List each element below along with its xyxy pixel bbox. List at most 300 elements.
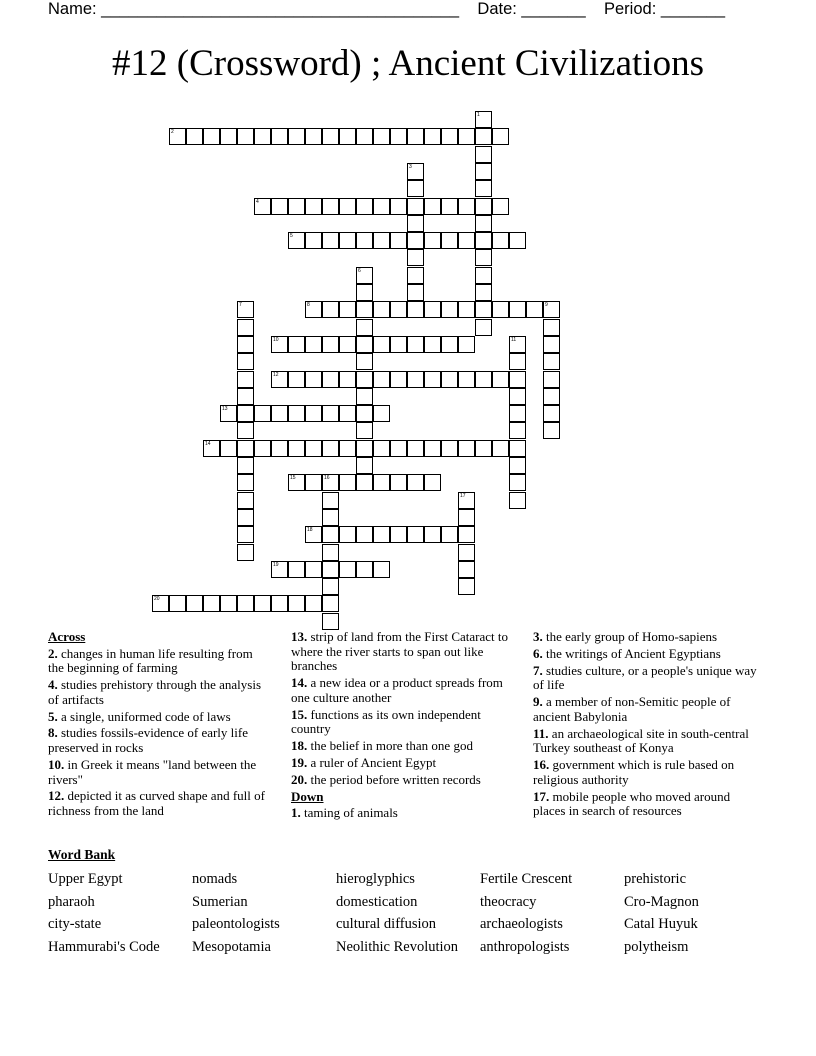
word-bank-column [48, 868, 160, 959]
clue-text: the early group of Homo-sapiens [542, 629, 718, 644]
crossword-cell[interactable] [288, 561, 305, 578]
crossword-cell[interactable] [509, 371, 526, 388]
crossword-cell[interactable] [322, 544, 339, 561]
crossword-cell[interactable] [458, 336, 475, 353]
crossword-cell[interactable] [237, 422, 254, 439]
crossword-cell[interactable] [475, 215, 492, 232]
crossword-cell[interactable] [407, 163, 424, 180]
clue-text: a ruler of Ancient Egypt [307, 754, 437, 770]
crossword-cell[interactable] [441, 371, 458, 388]
crossword-cell[interactable] [458, 561, 475, 578]
crossword-cell[interactable] [339, 198, 356, 215]
crossword-cell[interactable] [288, 371, 305, 388]
clue-number: 20. [291, 771, 308, 787]
cell-number: 9 [545, 302, 548, 309]
clue-item [533, 664, 758, 693]
clue-number: 10. [48, 756, 65, 772]
crossword-cell[interactable] [407, 371, 424, 388]
crossword-cell[interactable] [526, 301, 543, 318]
crossword-cell[interactable] [509, 474, 526, 491]
clue-text: studies culture, or a people's unique way of life [533, 662, 757, 693]
crossword-cell[interactable] [339, 232, 356, 249]
crossword-cell[interactable] [254, 198, 271, 215]
crossword-cell[interactable] [475, 371, 492, 388]
clue-item [291, 806, 516, 821]
crossword-cell[interactable] [373, 474, 390, 491]
crossword-cell[interactable] [441, 198, 458, 215]
crossword-cell[interactable] [237, 319, 254, 336]
crossword-cell[interactable] [407, 180, 424, 197]
word-bank-column [336, 868, 458, 959]
clue-item [291, 630, 516, 674]
clue-number: 6. [533, 645, 543, 661]
crossword-cell[interactable] [458, 128, 475, 145]
crossword-cell[interactable] [407, 474, 424, 491]
crossword-cell[interactable] [407, 284, 424, 301]
cell-number: 4 [256, 198, 259, 205]
clue-column-2 [291, 630, 516, 823]
word-bank-word: nomads [192, 871, 238, 887]
crossword-cell[interactable] [237, 492, 254, 509]
crossword-cell[interactable] [407, 249, 424, 266]
crossword-cell[interactable] [373, 301, 390, 318]
cell-number: 5 [290, 233, 293, 240]
crossword-cell[interactable] [288, 595, 305, 612]
clue-item [48, 758, 270, 787]
crossword-cell[interactable] [356, 319, 373, 336]
crossword-cell[interactable] [237, 336, 254, 353]
crossword-cell[interactable] [356, 267, 373, 284]
crossword-cell[interactable] [305, 474, 322, 491]
crossword-cell[interactable] [475, 128, 492, 145]
crossword-cell[interactable] [458, 526, 475, 543]
crossword-cell[interactable] [509, 301, 526, 318]
crossword-cell[interactable] [203, 440, 220, 457]
crossword-cell[interactable] [203, 128, 220, 145]
crossword-cell[interactable] [339, 440, 356, 457]
cell-number: 1 [477, 112, 480, 118]
word-bank-word: Cro-Magnon [624, 893, 699, 910]
crossword-cell[interactable] [373, 336, 390, 353]
cell-number: 7 [239, 302, 242, 309]
crossword-cell[interactable] [458, 232, 475, 249]
clue-item [48, 789, 270, 818]
crossword-cell[interactable] [407, 215, 424, 232]
crossword-cell[interactable] [492, 440, 509, 457]
crossword-cell[interactable] [339, 405, 356, 422]
crossword-cell[interactable] [271, 128, 288, 145]
crossword-cell[interactable] [475, 440, 492, 457]
word-bank-word: theocracy [480, 893, 537, 910]
clue-item [291, 739, 516, 754]
crossword-cell[interactable] [441, 440, 458, 457]
word-bank-word: prehistoric [624, 871, 687, 887]
crossword-cell[interactable] [356, 561, 373, 578]
crossword-cell[interactable] [390, 371, 407, 388]
clue-text: changes in human life resulting from the beginning of farming [48, 645, 253, 676]
crossword-cell[interactable] [424, 336, 441, 353]
clue-item [291, 756, 516, 771]
crossword-cell[interactable] [356, 284, 373, 301]
clue-number: 17. [533, 788, 550, 804]
crossword-cell[interactable] [322, 492, 339, 509]
crossword-cell[interactable] [322, 371, 339, 388]
crossword-cell[interactable] [322, 198, 339, 215]
word-bank-word: Catal Huyuk [624, 916, 698, 933]
clue-number: 9. [533, 694, 543, 710]
crossword-cell[interactable] [322, 336, 339, 353]
crossword-cell[interactable] [339, 526, 356, 543]
crossword-cell[interactable] [169, 595, 186, 612]
crossword-cell[interactable] [458, 301, 475, 318]
crossword-cell[interactable] [390, 232, 407, 249]
clue-number: 13. [291, 629, 308, 644]
crossword-cell[interactable] [543, 371, 560, 388]
cell-number: 10 [273, 336, 279, 343]
crossword-cell[interactable] [305, 526, 322, 543]
crossword-cell[interactable] [322, 561, 339, 578]
crossword-cell[interactable] [458, 198, 475, 215]
crossword-cell[interactable] [543, 405, 560, 422]
crossword-cell[interactable] [339, 336, 356, 353]
word-bank-word: Mesopotamia [192, 939, 271, 956]
clue-text: government which is rule based on religious authority [533, 757, 735, 787]
across-heading: Across [48, 629, 86, 644]
crossword-cell[interactable] [288, 336, 305, 353]
crossword-cell[interactable] [390, 198, 407, 215]
crossword-cell[interactable] [509, 440, 526, 457]
cell-number: 17 [460, 492, 466, 499]
crossword-cell[interactable] [458, 492, 475, 509]
crossword-cell[interactable] [356, 353, 373, 370]
crossword-cell[interactable] [373, 526, 390, 543]
crossword-cell[interactable] [356, 232, 373, 249]
word-bank-word: domestication [336, 893, 418, 910]
crossword-cell[interactable] [322, 440, 339, 457]
cell-number: 13 [222, 406, 228, 413]
crossword-cell[interactable] [356, 388, 373, 405]
crossword-cell[interactable] [356, 128, 373, 145]
crossword-cell[interactable] [339, 128, 356, 145]
crossword-cell[interactable] [441, 526, 458, 543]
crossword-cell[interactable] [322, 232, 339, 249]
crossword-cell[interactable] [271, 198, 288, 215]
crossword-cell[interactable] [220, 128, 237, 145]
crossword-cell[interactable] [475, 163, 492, 180]
word-bank-column [192, 868, 280, 959]
clue-number: 16. [533, 757, 550, 773]
crossword-cell[interactable] [254, 405, 271, 422]
clue-text: in Greek it means "land between the rivers" [48, 756, 257, 787]
crossword-cell[interactable] [288, 128, 305, 145]
crossword-cell[interactable] [322, 509, 339, 526]
crossword-cell[interactable] [407, 198, 424, 215]
crossword-cell[interactable] [475, 111, 492, 128]
crossword-cell[interactable] [390, 526, 407, 543]
word-bank-word: city-state [48, 916, 102, 933]
crossword-cell[interactable] [322, 405, 339, 422]
crossword-cell[interactable] [543, 422, 560, 439]
crossword-cell[interactable] [305, 232, 322, 249]
crossword-cell[interactable] [152, 595, 169, 612]
crossword-cell[interactable] [407, 440, 424, 457]
crossword-cell[interactable] [475, 146, 492, 163]
cell-number: 14 [205, 440, 211, 447]
clue-number: 14. [291, 675, 308, 691]
cell-number: 19 [273, 561, 279, 568]
crossword-cell[interactable] [509, 422, 526, 439]
crossword-cell[interactable] [373, 232, 390, 249]
crossword-cell[interactable] [339, 474, 356, 491]
crossword-cell[interactable] [356, 526, 373, 543]
clue-item [291, 708, 516, 737]
crossword-cell[interactable] [288, 232, 305, 249]
crossword-cell[interactable] [441, 232, 458, 249]
crossword-cell[interactable] [390, 336, 407, 353]
crossword-cell[interactable] [305, 128, 322, 145]
crossword-cell[interactable] [458, 509, 475, 526]
clue-text: an archaeological site in south-central Turkey southeast of Konya [533, 725, 749, 756]
clue-text: depicted it as curved shape and full of richness from the land [48, 788, 265, 819]
crossword-cell[interactable] [441, 301, 458, 318]
crossword-cell[interactable] [237, 301, 254, 318]
clue-text: strip of land from the First Cataract to where the river starts to span out like branches [291, 629, 508, 674]
crossword-cell[interactable] [305, 336, 322, 353]
crossword-cell[interactable] [373, 405, 390, 422]
crossword-cell[interactable] [390, 440, 407, 457]
crossword-cell[interactable] [288, 198, 305, 215]
crossword-cell[interactable] [390, 301, 407, 318]
crossword-cell[interactable] [305, 198, 322, 215]
crossword-cell[interactable] [356, 422, 373, 439]
crossword-cell[interactable] [543, 301, 560, 318]
crossword-cell[interactable] [458, 371, 475, 388]
crossword-cell[interactable] [475, 232, 492, 249]
crossword-cell[interactable] [254, 440, 271, 457]
cell-number: 3 [409, 163, 412, 170]
crossword-cell[interactable] [424, 371, 441, 388]
crossword-cell[interactable] [305, 371, 322, 388]
crossword-cell[interactable] [373, 198, 390, 215]
crossword-cell[interactable] [458, 440, 475, 457]
crossword-cell[interactable] [305, 561, 322, 578]
crossword-cell[interactable] [169, 128, 186, 145]
crossword-cell[interactable] [356, 198, 373, 215]
crossword-cell[interactable] [322, 128, 339, 145]
cell-number: 2 [171, 129, 174, 136]
crossword-cell[interactable] [373, 371, 390, 388]
cell-number: 16 [324, 475, 330, 482]
crossword-cell[interactable] [407, 128, 424, 145]
crossword-cell[interactable] [305, 405, 322, 422]
crossword-cell[interactable] [475, 319, 492, 336]
crossword-cell[interactable] [271, 561, 288, 578]
crossword-cell[interactable] [271, 595, 288, 612]
clue-number: 5. [48, 708, 58, 724]
crossword-cell[interactable] [339, 301, 356, 318]
clue-number: 18. [291, 738, 308, 754]
crossword-cell[interactable] [475, 198, 492, 215]
crossword-cell[interactable] [288, 440, 305, 457]
word-bank-word: Fertile Crescent [480, 871, 573, 887]
crossword-cell[interactable] [237, 353, 254, 370]
crossword-cell[interactable] [407, 301, 424, 318]
crossword-cell[interactable] [407, 526, 424, 543]
cell-number: 8 [307, 302, 310, 309]
crossword-cell[interactable] [271, 336, 288, 353]
word-bank-word: paleontologists [192, 916, 280, 933]
crossword-cell[interactable] [543, 388, 560, 405]
clue-item [48, 726, 270, 755]
crossword-cell[interactable] [237, 544, 254, 561]
crossword-cell[interactable] [492, 128, 509, 145]
crossword-cell[interactable] [237, 526, 254, 543]
crossword-cell[interactable] [390, 128, 407, 145]
word-bank-column [624, 868, 699, 959]
crossword-cell[interactable] [543, 319, 560, 336]
crossword-cell[interactable] [271, 440, 288, 457]
crossword-cell[interactable] [237, 405, 254, 422]
crossword-cell[interactable] [509, 353, 526, 370]
crossword-cell[interactable] [271, 371, 288, 388]
crossword-cell[interactable] [322, 526, 339, 543]
cell-number: 6 [358, 267, 361, 274]
crossword-cell[interactable] [237, 457, 254, 474]
clue-text: studies prehistory through the analysis of artifacts [48, 677, 262, 707]
crossword-cell[interactable] [356, 336, 373, 353]
crossword-cell[interactable] [322, 595, 339, 612]
cell-number: 20 [154, 596, 160, 603]
crossword-cell[interactable] [373, 128, 390, 145]
crossword-cell[interactable] [509, 232, 526, 249]
crossword-cell[interactable] [509, 405, 526, 422]
clue-number: 4. [48, 677, 58, 693]
crossword-cell[interactable] [356, 371, 373, 388]
crossword-cell[interactable] [424, 301, 441, 318]
crossword-cell[interactable] [390, 474, 407, 491]
crossword-cell[interactable] [288, 405, 305, 422]
clue-item [48, 710, 270, 725]
clue-number: 2. [48, 645, 58, 661]
crossword-cell[interactable] [356, 405, 373, 422]
crossword-cell[interactable] [305, 595, 322, 612]
crossword-cell[interactable] [475, 180, 492, 197]
crossword-cell[interactable] [322, 578, 339, 595]
crossword-cell[interactable] [237, 128, 254, 145]
crossword-cell[interactable] [254, 128, 271, 145]
crossword-cell[interactable] [305, 301, 322, 318]
crossword-cell[interactable] [322, 474, 339, 491]
crossword-cell[interactable] [186, 595, 203, 612]
crossword-cell[interactable] [339, 561, 356, 578]
crossword-cell[interactable] [203, 595, 220, 612]
crossword-cell[interactable] [543, 336, 560, 353]
crossword-cell[interactable] [237, 440, 254, 457]
clue-item [533, 727, 758, 756]
crossword-cell[interactable] [475, 249, 492, 266]
crossword-cell[interactable] [373, 561, 390, 578]
crossword-cell[interactable] [356, 457, 373, 474]
crossword-cell[interactable] [220, 405, 237, 422]
crossword-cell[interactable] [492, 371, 509, 388]
crossword-cell[interactable] [492, 198, 509, 215]
clue-number: 11. [533, 725, 549, 741]
crossword-cell[interactable] [356, 474, 373, 491]
crossword-cell[interactable] [220, 595, 237, 612]
clue-text: a single, uniformed code of laws [57, 708, 231, 724]
clue-number: 1. [291, 805, 301, 821]
cell-number: 12 [273, 371, 279, 378]
word-bank-column [480, 868, 572, 959]
crossword-cell[interactable] [339, 371, 356, 388]
crossword-cell[interactable] [186, 128, 203, 145]
crossword-cell[interactable] [475, 301, 492, 318]
crossword-cell[interactable] [509, 388, 526, 405]
page-title: #12 (Crossword) ; Ancient Civilizations [112, 43, 704, 84]
word-bank-title: Word Bank [48, 847, 116, 862]
crossword-cell[interactable] [475, 284, 492, 301]
crossword-cell[interactable] [543, 353, 560, 370]
crossword-cell[interactable] [424, 198, 441, 215]
crossword-cell[interactable] [424, 474, 441, 491]
crossword-cell[interactable] [475, 267, 492, 284]
word-bank-word: Hammurabi's Code [48, 939, 160, 956]
crossword-cell[interactable] [458, 544, 475, 561]
clue-number: 15. [291, 706, 308, 722]
crossword-cell[interactable] [237, 509, 254, 526]
crossword-cell[interactable] [441, 128, 458, 145]
crossword-cell[interactable] [441, 336, 458, 353]
clue-text: the writings of Ancient Egyptians [542, 645, 721, 661]
clue-text: mobile people who moved around places in search of resources [533, 788, 731, 819]
crossword-cell[interactable] [237, 474, 254, 491]
crossword-cell[interactable] [424, 232, 441, 249]
crossword-cell[interactable] [356, 440, 373, 457]
word-bank-word: archaeologists [480, 916, 563, 933]
crossword-cell[interactable] [509, 492, 526, 509]
clue-number: 3. [533, 629, 543, 644]
crossword-cell[interactable] [509, 457, 526, 474]
crossword-cell[interactable] [407, 232, 424, 249]
crossword-cell[interactable] [288, 474, 305, 491]
crossword-cell[interactable] [237, 595, 254, 612]
crossword-cell[interactable] [305, 440, 322, 457]
crossword-cell[interactable] [271, 405, 288, 422]
crossword-cell[interactable] [509, 336, 526, 353]
crossword-cell[interactable] [424, 440, 441, 457]
crossword-cell[interactable] [237, 388, 254, 405]
word-bank-word: hieroglyphics [336, 871, 415, 887]
clue-item [533, 758, 758, 787]
crossword-cell[interactable] [373, 440, 390, 457]
crossword-cell[interactable] [492, 232, 509, 249]
crossword-cell[interactable] [407, 267, 424, 284]
crossword-cell[interactable] [322, 613, 339, 630]
crossword-cell[interactable] [492, 301, 509, 318]
crossword-cell[interactable] [424, 128, 441, 145]
crossword-cell[interactable] [220, 440, 237, 457]
clue-text: taming of animals [300, 805, 398, 821]
crossword-cell[interactable] [458, 578, 475, 595]
crossword-cell[interactable] [356, 301, 373, 318]
crossword-cell[interactable] [407, 336, 424, 353]
crossword-cell[interactable] [237, 371, 254, 388]
clue-number: 12. [48, 788, 65, 804]
crossword-cell[interactable] [254, 595, 271, 612]
name-date-period-line: Name: _______________________________________ Date: _______ Period: _______ [48, 0, 726, 18]
crossword-cell[interactable] [322, 301, 339, 318]
crossword-cell[interactable] [424, 526, 441, 543]
